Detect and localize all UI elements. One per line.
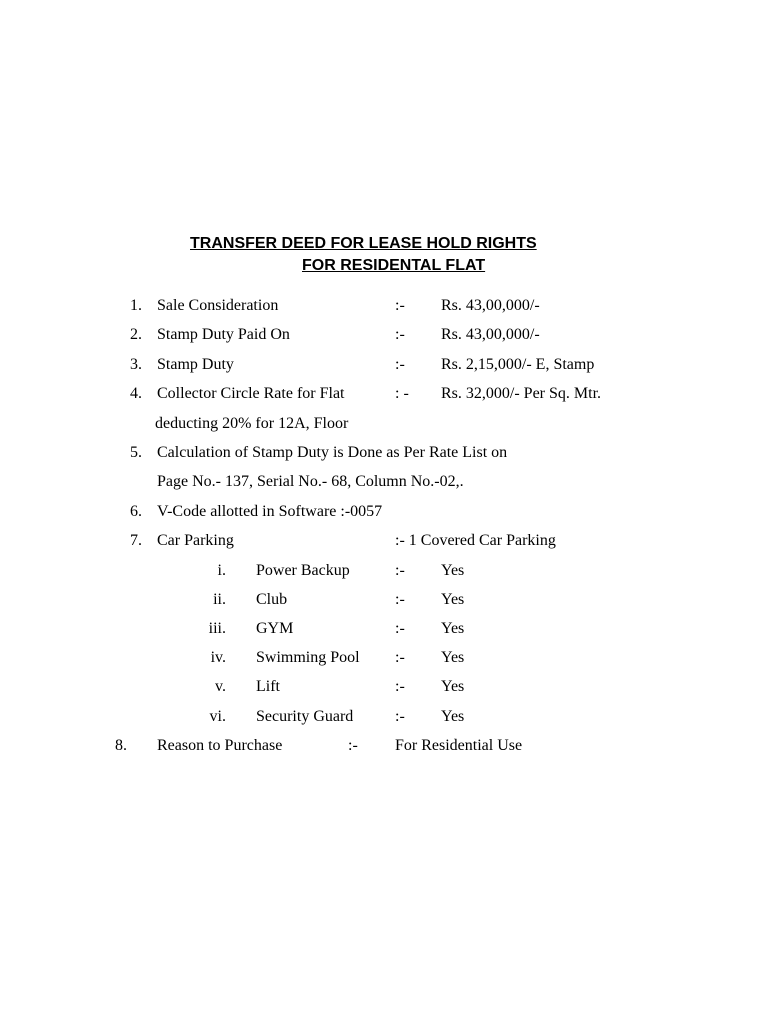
sub-item-number: vi. (209, 708, 226, 725)
item-continuation-text: deducting 20% for 12A, Floor (155, 415, 349, 432)
item-separator: :- (395, 297, 405, 314)
sub-list-item (0, 560, 768, 582)
list-item (0, 383, 768, 405)
item-value: Rs. 43,00,000/- (441, 326, 540, 343)
item-value: Rs. 2,15,000/- E, Stamp (441, 356, 595, 373)
item-value: Rs. 43,00,000/- (441, 297, 540, 314)
sub-item-label: Lift (256, 678, 280, 695)
sub-item-separator: :- (395, 620, 405, 637)
sub-item-label: Security Guard (256, 708, 354, 725)
list-item (0, 501, 768, 523)
sub-item-separator: :- (395, 562, 405, 579)
sub-list-item (0, 618, 768, 640)
sub-item-separator: :- (395, 708, 405, 725)
sub-list-item (0, 589, 768, 611)
sub-item-value: Yes (441, 591, 465, 608)
list-item (0, 354, 768, 376)
sub-item-value: Yes (441, 708, 465, 725)
sub-item-number: i. (217, 562, 226, 579)
item-label: Calculation of Stamp Duty is Done as Per Rate List on (157, 444, 508, 461)
item-value: For Residential Use (395, 737, 523, 754)
sub-item-separator: :- (395, 649, 405, 666)
sub-item-value: Yes (441, 649, 465, 666)
item-label: Stamp Duty (157, 356, 234, 373)
sub-item-separator: :- (395, 678, 405, 695)
document-title-line-1: TRANSFER DEED FOR LEASE HOLD RIGHTS (190, 235, 537, 252)
sub-item-number: iv. (210, 649, 226, 666)
sub-list-item (0, 706, 768, 728)
item-separator: :- (348, 737, 358, 754)
list-item (0, 295, 768, 317)
list-item-continuation (0, 471, 768, 493)
sub-item-value: Yes (441, 562, 465, 579)
list-item (0, 530, 768, 552)
item-label: Collector Circle Rate for Flat (157, 385, 345, 402)
sub-item-value: Yes (441, 620, 465, 637)
sub-item-number: v. (215, 678, 226, 695)
list-item (0, 324, 768, 346)
item-number: 2. (130, 326, 142, 343)
document-title-line-2: FOR RESIDENTAL FLAT (302, 257, 486, 274)
item-label: Car Parking (157, 532, 234, 549)
list-item-continuation (0, 413, 768, 435)
sub-item-value: Yes (441, 678, 465, 695)
item-number: 8. (115, 737, 127, 754)
item-number: 5. (130, 444, 142, 461)
sub-item-number: iii. (208, 620, 226, 637)
item-value: :- 1 Covered Car Parking (395, 532, 556, 549)
item-separator: :- (395, 326, 405, 343)
item-separator: :- (395, 356, 405, 373)
sub-item-label: GYM (256, 620, 294, 637)
list-item (0, 735, 768, 757)
item-value: Rs. 32,000/- Per Sq. Mtr. (441, 385, 602, 402)
item-number: 7. (130, 532, 142, 549)
item-label: Stamp Duty Paid On (157, 326, 290, 343)
item-label: V-Code allotted in Software :-0057 (157, 503, 383, 520)
list-item (0, 442, 768, 464)
item-number: 4. (130, 385, 142, 402)
sub-item-label: Club (256, 591, 288, 608)
item-label: Reason to Purchase (157, 737, 283, 754)
item-continuation-text: Page No.- 137, Serial No.- 68, Column No.-02,. (157, 473, 464, 490)
item-number: 6. (130, 503, 142, 520)
item-separator: : - (395, 385, 409, 402)
sub-item-label: Swimming Pool (256, 649, 360, 666)
sub-list-item (0, 676, 768, 698)
item-number: 1. (130, 297, 142, 314)
sub-list-item (0, 647, 768, 669)
sub-item-number: ii. (213, 591, 226, 608)
item-number: 3. (130, 356, 142, 373)
item-label: Sale Consideration (157, 297, 279, 314)
sub-item-separator: :- (395, 591, 405, 608)
sub-item-label: Power Backup (256, 562, 350, 579)
